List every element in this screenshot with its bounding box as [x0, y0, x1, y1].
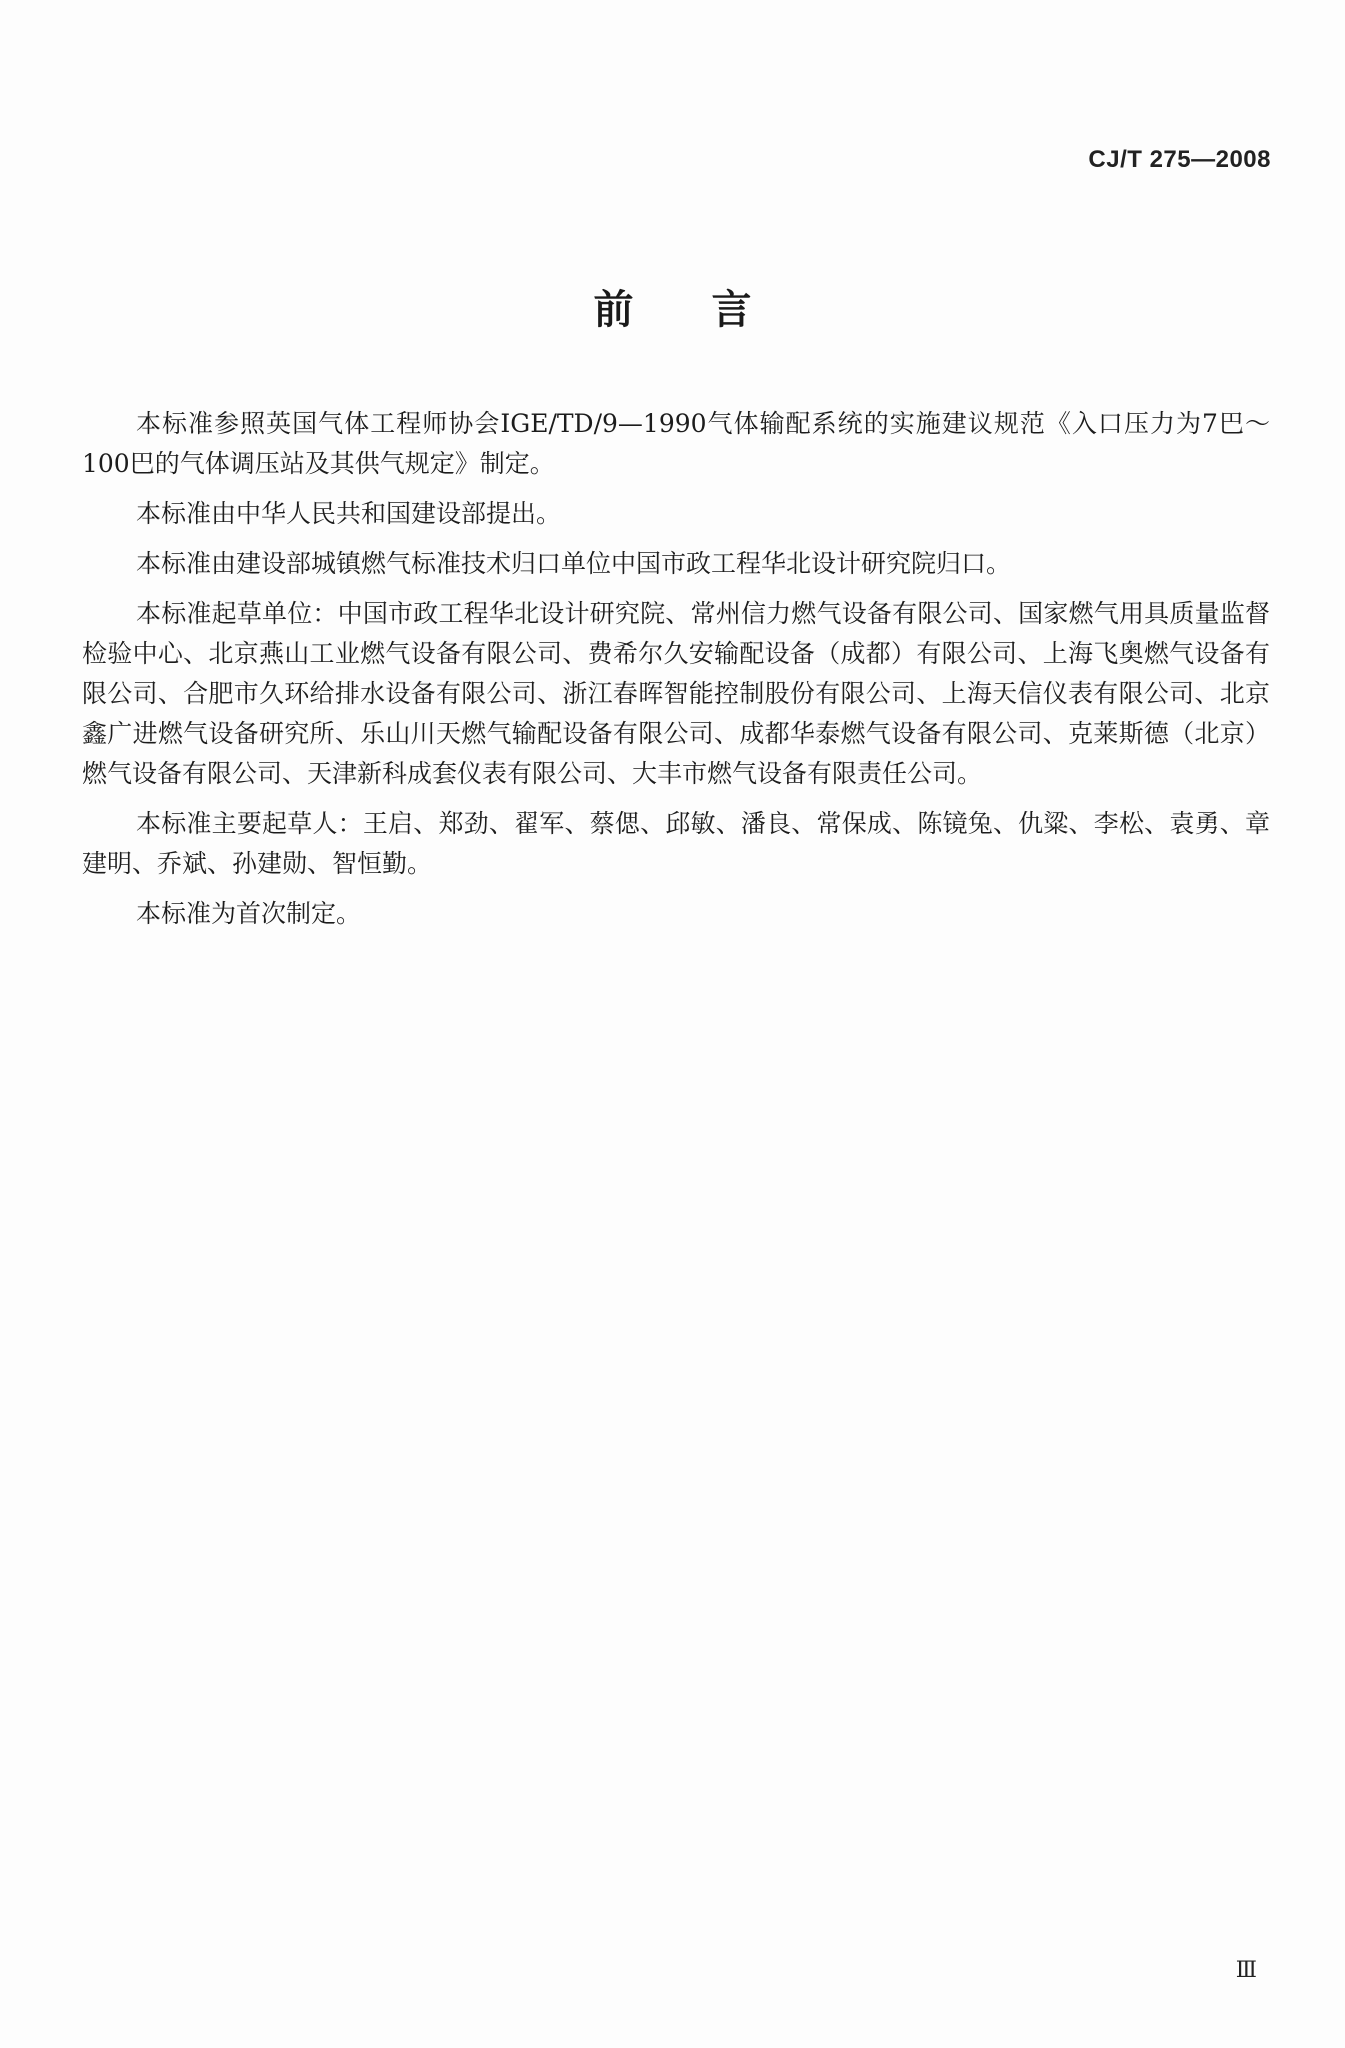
page-number: Ⅲ	[1235, 1958, 1257, 1983]
paragraph-drafting-units: 本标准起草单位：中国市政工程华北设计研究院、常州信力燃气设备有限公司、国家燃气用具质量监督检验中心、北京燕山工业燃气设备有限公司、费希尔久安输配设备（成都）有限公司、上海飞奥燃气设备有限公司、合肥市久环给排水设备有限公司、浙江春晖智能控制股份有限公司、上海天信仪表有限公司、北京鑫广进燃气设备研究所、乐山川天燃气输配设备有限公司、成都华泰燃气设备有限公司、克莱斯德（北京）燃气设备有限公司、天津新科成套仪表有限公司、大丰市燃气设备有限责任公司。	[82, 599, 1270, 788]
paragraph-proposer: 本标准由中华人民共和国建设部提出。	[136, 499, 562, 528]
paragraph-reference: 本标准参照英国气体工程师协会IGE/TD/9—1990气体输配系统的实施建议规范《入口压力为7巴～100巴的气体调压站及其供气规定》制定。	[82, 409, 1270, 478]
paragraph-administrator: 本标准由建设部城镇燃气标准技术归口单位中国市政工程华北设计研究院归口。	[136, 549, 1012, 578]
paragraph-first-edition: 本标准为首次制定。	[136, 899, 362, 928]
standard-number: CJ/T 275—2008	[1088, 146, 1271, 173]
preface-body	[82, 404, 1270, 944]
page-title: 前言	[593, 287, 830, 333]
paragraph-drafters: 本标准主要起草人：王启、郑劲、翟军、蔡偲、邱敏、潘良、常保成、陈镜兔、仇粱、李松、袁勇、章建明、乔斌、孙建勋、智恒勤。	[82, 809, 1270, 878]
